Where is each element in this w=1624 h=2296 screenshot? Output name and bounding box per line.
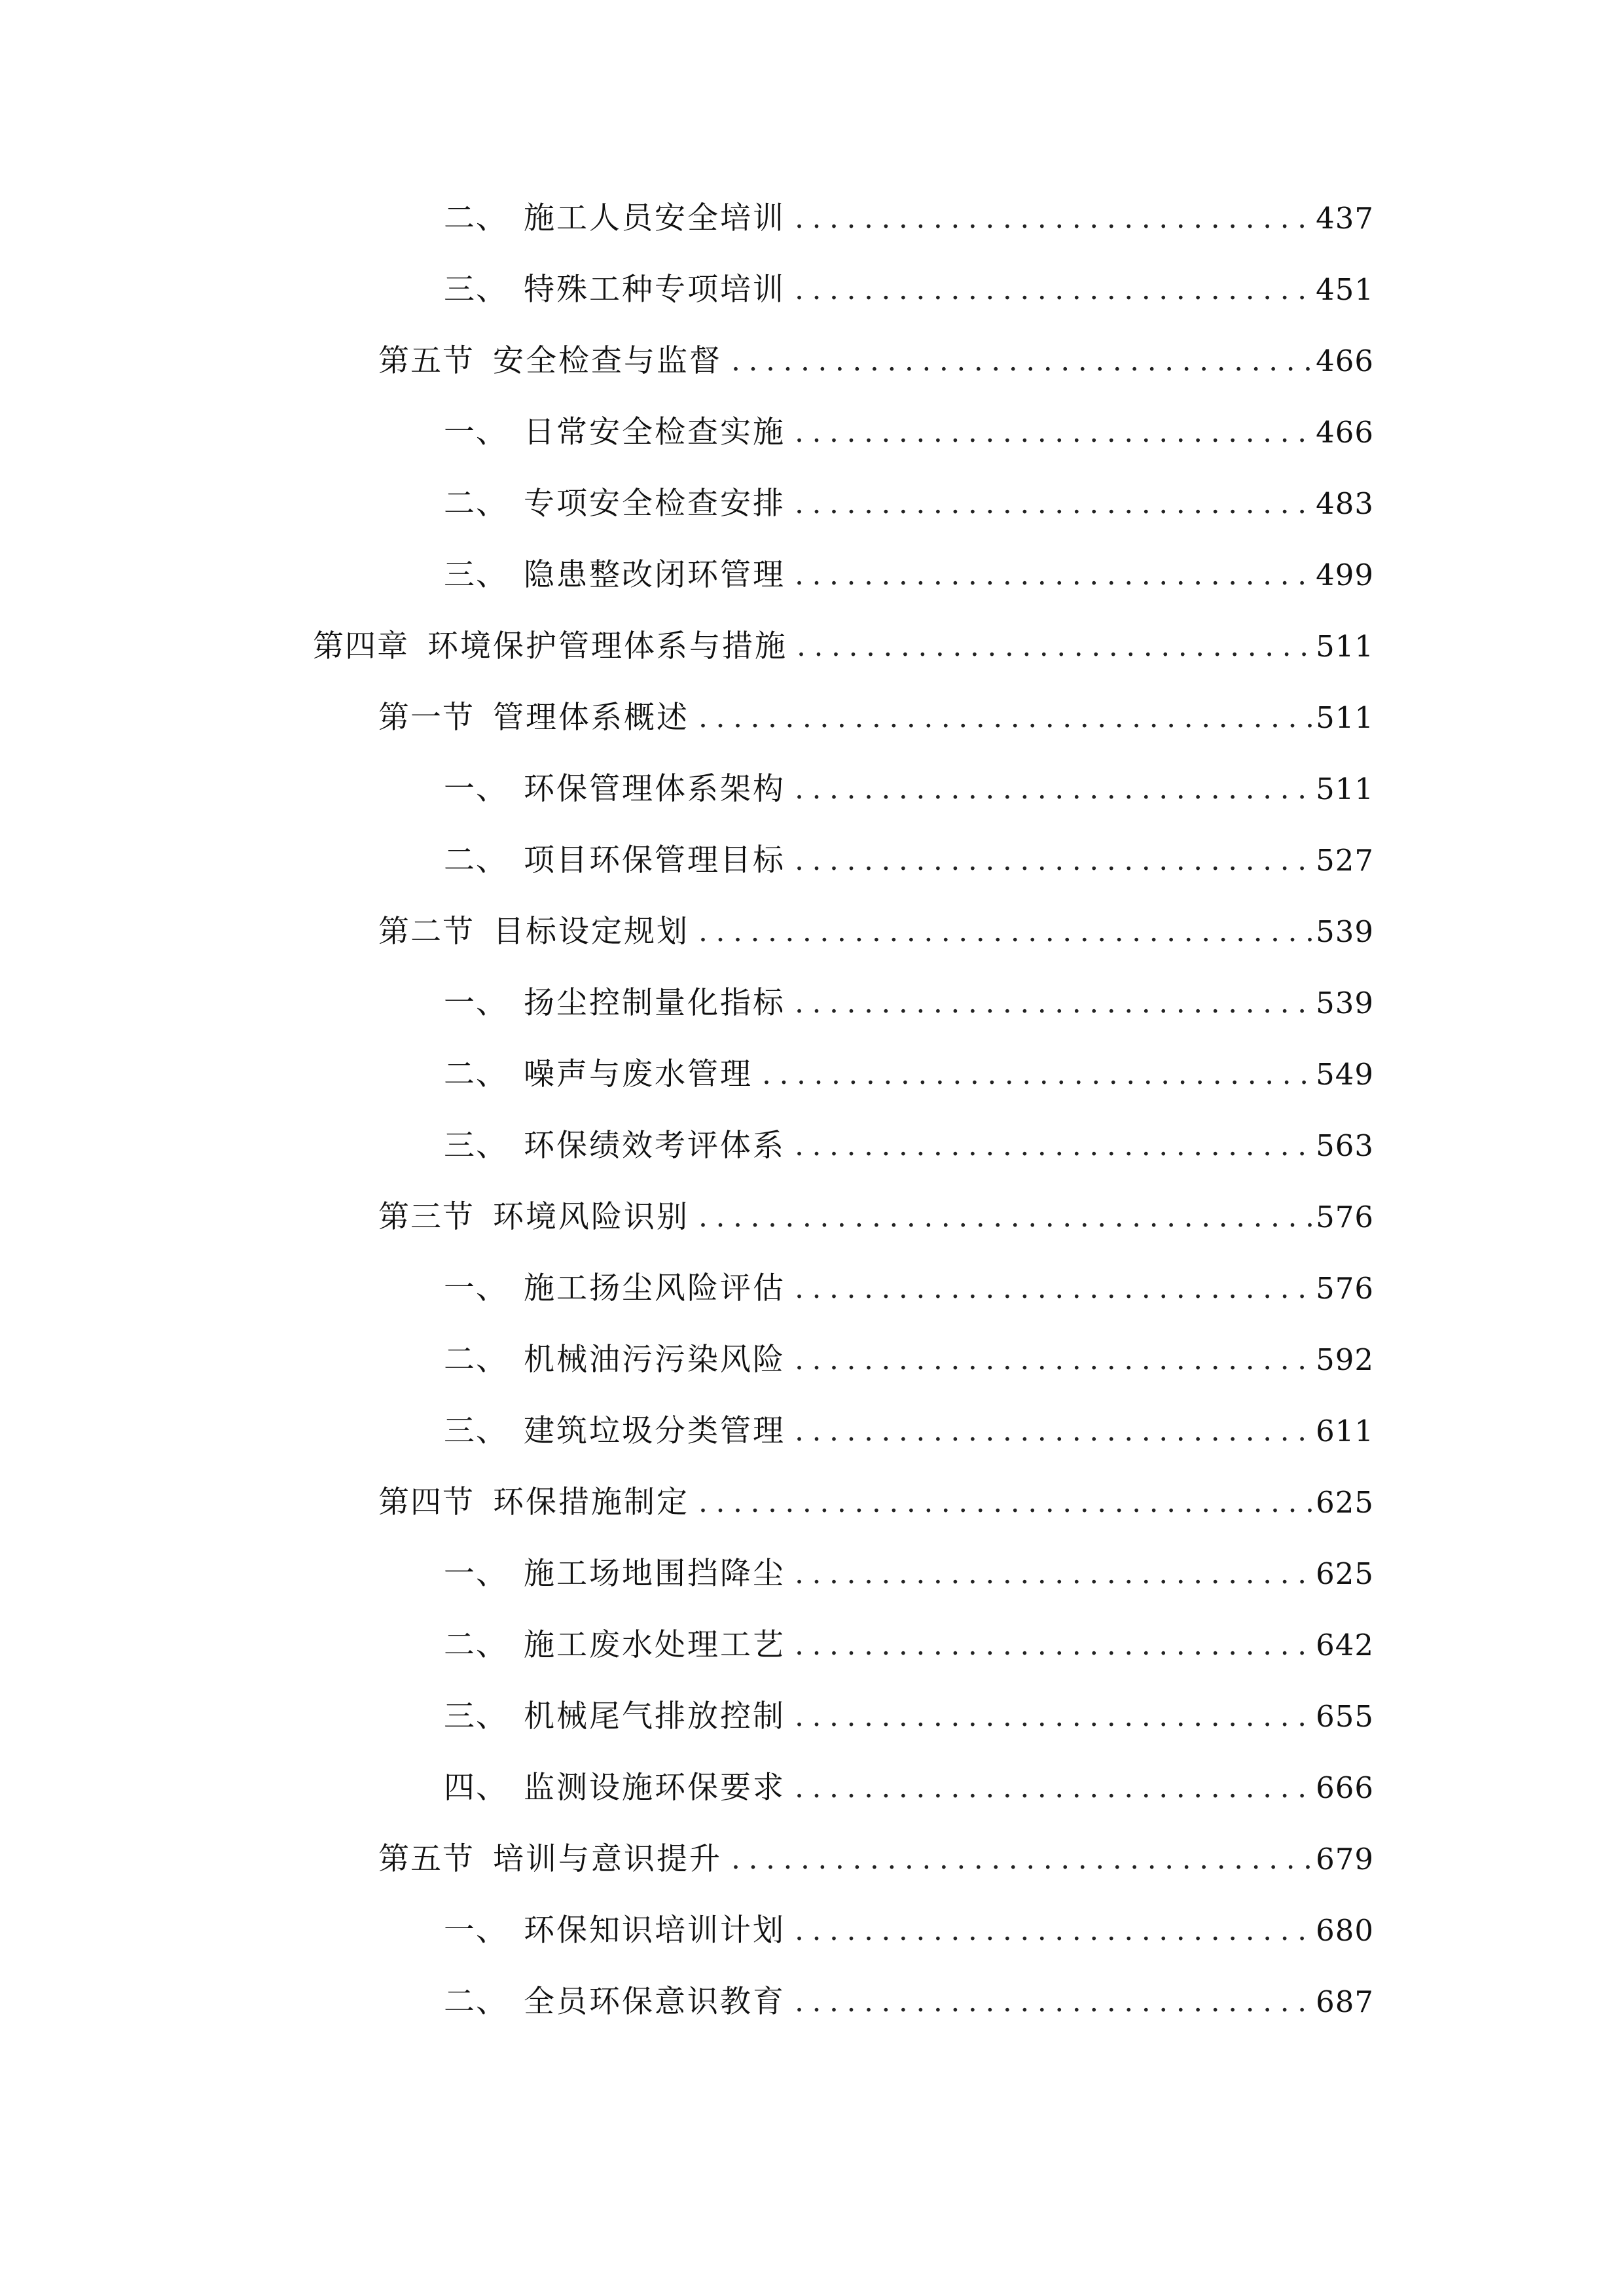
- toc-page-number: 499: [1316, 558, 1374, 592]
- toc-entry[interactable]: [378, 1191, 1374, 1244]
- toc-entry[interactable]: [444, 406, 1374, 459]
- toc-entry-title: 环境风险识别: [493, 1199, 689, 1235]
- toc-entry-number: 第三节: [378, 1199, 475, 1235]
- toc-page-number: 592: [1316, 1342, 1374, 1377]
- toc-entry-title: 日常安全检查实施: [524, 414, 785, 450]
- toc-entry-title: 项目环保管理目标: [524, 842, 785, 878]
- toc-dot-leader: [785, 1334, 1316, 1386]
- toc-entry-title: 环保绩效考评体系: [524, 1128, 785, 1164]
- toc-dot-leader: [785, 1762, 1316, 1814]
- toc-dot-leader: [785, 192, 1316, 245]
- toc-page-number: 483: [1316, 486, 1374, 521]
- toc-page-number: 576: [1316, 1200, 1374, 1234]
- toc-entry-title: 全员环保意识教育: [524, 1984, 785, 2020]
- toc-entry-number: 二、: [444, 1627, 508, 1663]
- toc-entry[interactable]: [444, 1548, 1374, 1600]
- toc-entry-title: 扬尘控制量化指标: [524, 985, 785, 1021]
- toc-dot-leader: [785, 406, 1316, 459]
- toc-dot-leader: [689, 906, 1316, 958]
- toc-entry[interactable]: [378, 1833, 1374, 1886]
- toc-entry-number: 第二节: [378, 914, 475, 950]
- toc-entry-title: 施工人员安全培训: [524, 200, 785, 236]
- toc-entry-title: 培训与意识提升: [493, 1841, 722, 1877]
- toc-page-number: 655: [1316, 1699, 1374, 1734]
- toc-dot-leader: [689, 692, 1316, 744]
- toc-dot-leader: [722, 335, 1316, 387]
- toc-entry-title: 目标设定规划: [493, 914, 689, 950]
- toc-entry-number: 一、: [444, 414, 508, 450]
- toc-entry-title: 环保措施制定: [493, 1484, 689, 1520]
- toc-dot-leader: [785, 549, 1316, 601]
- toc-entry-number: 第四章: [313, 628, 409, 664]
- toc-page-number: 527: [1316, 843, 1374, 878]
- toc-dot-leader: [785, 1405, 1316, 1458]
- toc-page-number: 642: [1316, 1628, 1374, 1662]
- toc-entry-title: 噪声与废水管理: [524, 1056, 753, 1092]
- toc-entry[interactable]: [444, 549, 1374, 601]
- toc-entry[interactable]: [444, 478, 1374, 530]
- toc-entry-title: 特殊工种专项培训: [524, 272, 785, 308]
- toc-entry-number: 三、: [444, 272, 508, 308]
- toc-entry-title: 专项安全检查安排: [524, 486, 785, 522]
- toc-page-number: 511: [1316, 700, 1374, 735]
- toc-dot-leader: [785, 264, 1316, 316]
- toc-page-number: 687: [1316, 1984, 1374, 2019]
- toc-page-number: 466: [1316, 344, 1374, 378]
- toc-entry[interactable]: [444, 1905, 1374, 1957]
- toc-dot-leader: [785, 1263, 1316, 1315]
- toc-dot-leader: [785, 1976, 1316, 2028]
- toc-entry-number: 一、: [444, 1912, 508, 1948]
- toc-entry-number: 一、: [444, 985, 508, 1021]
- toc-entry-title: 监测设施环保要求: [524, 1770, 785, 1806]
- toc-entry[interactable]: [444, 763, 1374, 816]
- toc-entry-title: 隐患整改闭环管理: [524, 557, 785, 593]
- toc-entry-number: 第一节: [378, 700, 475, 736]
- toc-page-number: 679: [1316, 1842, 1374, 1876]
- toc-dot-leader: [785, 1905, 1316, 1957]
- toc-page-number: 576: [1316, 1271, 1374, 1306]
- toc-page-number: 539: [1316, 986, 1374, 1020]
- toc-page-number: 511: [1316, 629, 1374, 664]
- toc-dot-leader: [785, 1120, 1316, 1172]
- toc-entry-number: 二、: [444, 1984, 508, 2020]
- toc-page-number: 611: [1316, 1414, 1374, 1448]
- toc-entry-number: 三、: [444, 1128, 508, 1164]
- toc-entry[interactable]: [444, 264, 1374, 316]
- toc-dot-leader: [785, 1548, 1316, 1600]
- toc-entry[interactable]: [378, 1477, 1374, 1529]
- toc-page-number: 466: [1316, 415, 1374, 450]
- toc-page-number: 549: [1316, 1057, 1374, 1092]
- toc-entry[interactable]: [444, 1263, 1374, 1315]
- toc-page-number: 666: [1316, 1770, 1374, 1805]
- toc-dot-leader: [785, 478, 1316, 530]
- toc-entry-number: 三、: [444, 557, 508, 593]
- toc-dot-leader: [785, 977, 1316, 1030]
- toc-entry-title: 环境保护管理体系与措施: [427, 628, 787, 664]
- toc-entry[interactable]: [313, 620, 1374, 673]
- toc-dot-leader: [785, 1691, 1316, 1743]
- toc-entry[interactable]: [444, 1334, 1374, 1386]
- toc-entry[interactable]: [444, 1049, 1374, 1101]
- toc-entry-number: 二、: [444, 1056, 508, 1092]
- toc-page-number: 511: [1316, 772, 1374, 806]
- toc-entry-number: 二、: [444, 200, 508, 236]
- toc-entry-number: 第五节: [378, 1841, 475, 1877]
- toc-entry-number: 一、: [444, 1270, 508, 1306]
- toc-dot-leader: [722, 1833, 1316, 1886]
- toc-dot-leader: [785, 1619, 1316, 1672]
- toc-page-number: 625: [1316, 1556, 1374, 1591]
- toc-entry[interactable]: [378, 335, 1374, 387]
- toc-entry-number: 二、: [444, 486, 508, 522]
- toc-entry-title: 环保知识培训计划: [524, 1912, 785, 1948]
- toc-dot-leader: [785, 834, 1316, 887]
- toc-page-number: 451: [1316, 272, 1374, 307]
- toc-entry-title: 建筑垃圾分类管理: [524, 1413, 785, 1449]
- toc-entry[interactable]: [444, 1405, 1374, 1458]
- toc-entry-number: 四、: [444, 1770, 508, 1806]
- toc-entry-title: 环保管理体系架构: [524, 771, 785, 807]
- toc-entry-number: 一、: [444, 1556, 508, 1592]
- toc-entry-number: 第四节: [378, 1484, 475, 1520]
- toc-page-number: 563: [1316, 1128, 1374, 1163]
- toc-entry[interactable]: [378, 692, 1374, 744]
- toc-entry[interactable]: [444, 1691, 1374, 1743]
- toc-entry-title: 施工场地围挡降尘: [524, 1556, 785, 1592]
- toc-dot-leader: [689, 1191, 1316, 1244]
- toc-page-number: 437: [1316, 201, 1374, 236]
- toc-entry-number: 一、: [444, 771, 508, 807]
- toc-page-number: 680: [1316, 1913, 1374, 1948]
- toc-entry-title: 机械油污污染风险: [524, 1342, 785, 1378]
- toc-entry-title: 管理体系概述: [493, 700, 689, 736]
- toc-entry-title: 机械尾气排放控制: [524, 1698, 785, 1734]
- toc-entry[interactable]: [378, 906, 1374, 958]
- toc-entry[interactable]: [444, 192, 1374, 245]
- toc-entry[interactable]: [444, 1120, 1374, 1172]
- toc-entry[interactable]: [444, 977, 1374, 1030]
- toc-entry-number: 二、: [444, 1342, 508, 1378]
- toc-dot-leader: [753, 1049, 1316, 1101]
- toc-dot-leader: [689, 1477, 1316, 1529]
- toc-entry-number: 三、: [444, 1413, 508, 1449]
- toc-entry-number: 第五节: [378, 343, 475, 379]
- toc-dot-leader: [787, 620, 1316, 673]
- toc-entry-title: 施工废水处理工艺: [524, 1627, 785, 1663]
- toc-entry[interactable]: [444, 1762, 1374, 1814]
- toc-entry[interactable]: [444, 1976, 1374, 2028]
- toc-entry[interactable]: [444, 1619, 1374, 1672]
- toc-entry-title: 安全检查与监督: [493, 343, 722, 379]
- toc-entry-number: 三、: [444, 1698, 508, 1734]
- toc-entry[interactable]: [444, 834, 1374, 887]
- toc-page-number: 539: [1316, 914, 1374, 949]
- toc-page-number: 625: [1316, 1485, 1374, 1520]
- toc-dot-leader: [785, 763, 1316, 816]
- toc-entry-number: 二、: [444, 842, 508, 878]
- toc-entry-title: 施工扬尘风险评估: [524, 1270, 785, 1306]
